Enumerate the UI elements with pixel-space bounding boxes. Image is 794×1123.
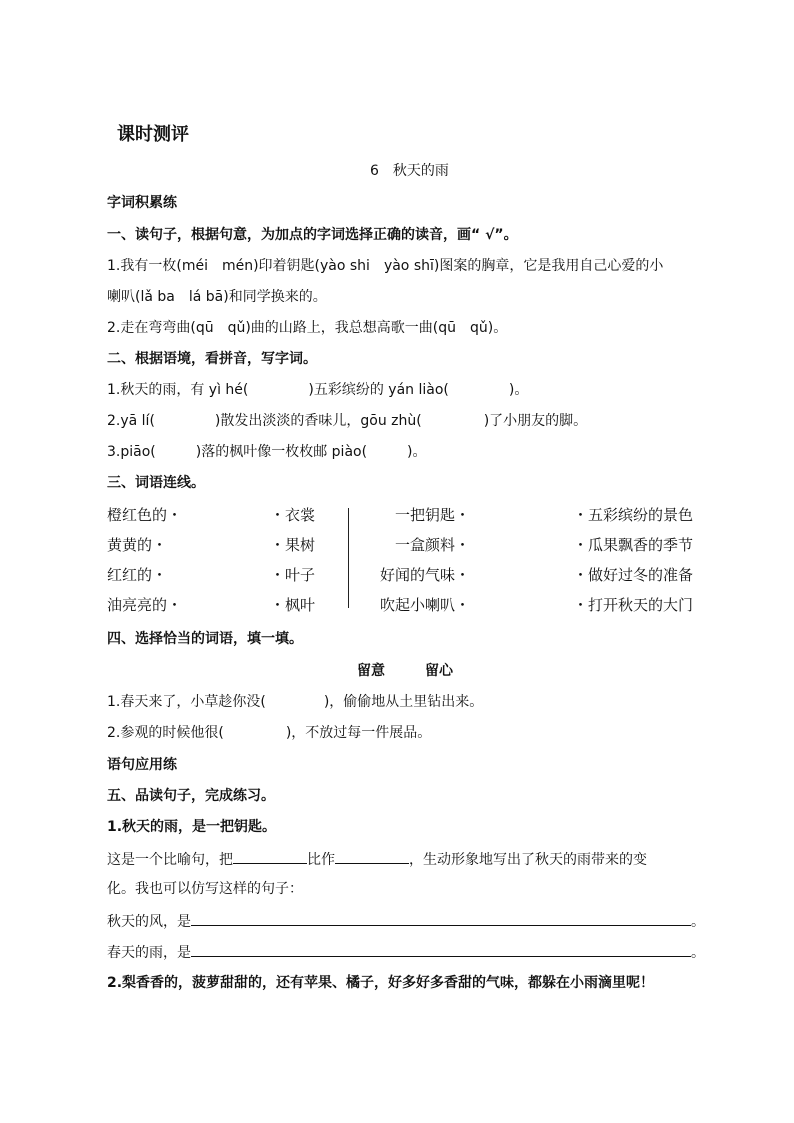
match-column-3 (378, 500, 470, 620)
q2-line1-text-a: 1.秋天的雨，有 yì hé( (107, 382, 249, 398)
match-item[interactable]: ・果树 (270, 536, 316, 554)
q4-item2-text-b: )，不放过每一件展品。 (285, 725, 432, 741)
match-column-1 (107, 500, 182, 620)
q1-heading: 一、读句子，根据句意，为加点的字词选择正确的读音，画“ √”。 (107, 227, 518, 243)
q3-heading: 三、词语连线。 (107, 475, 205, 491)
answer-blank[interactable] (233, 847, 307, 864)
match-item[interactable]: 好闻的气味・ (379, 566, 470, 584)
q5-imitate2 (107, 940, 705, 964)
period: 。 (691, 914, 705, 930)
q4-item1-text-b: )，偷偷地从土里钻出来。 (323, 694, 484, 710)
q1-item1-line2: 喇叭(lǎ ba lá bā)和同学换来的。 (107, 289, 327, 305)
match-item[interactable]: ・五彩缤纷的景色 (573, 506, 694, 524)
match-item[interactable]: 红红的・ (107, 566, 168, 584)
match-item[interactable]: ・打开秋天的大门 (573, 596, 694, 614)
q4-item1-text-a: 1.春天来了，小草趁你没( (107, 694, 266, 710)
q2-line2-text-a: 2.yā lí( (107, 413, 155, 429)
q1-item1-line1: 1.我有一枚(méi mén)印着钥匙(yào shi yào shī)图案的胸章，它是我用自己心爱的小 (107, 258, 664, 274)
match-item[interactable]: 一盒颜料・ (394, 536, 470, 554)
match-item[interactable]: ・叶子 (270, 566, 316, 584)
q5-imitate1 (107, 909, 705, 933)
q5-heading: 五、品读句子，完成练习。 (107, 788, 275, 804)
word-option: 留意 (357, 663, 385, 679)
match-item[interactable]: ・衣裳 (270, 506, 316, 524)
q2-line1 (107, 379, 528, 401)
period: 。 (691, 945, 705, 961)
q2-line3-text-a: 3.piāo( (107, 444, 156, 460)
document-title: 课时测评 (117, 124, 189, 145)
q2-line2 (107, 410, 587, 432)
q5-item1: 1.秋天的雨，是一把钥匙。 (107, 819, 277, 835)
q2-line1-text-c: )。 (508, 382, 529, 398)
q4-item1 (107, 691, 483, 713)
word-option: 留心 (425, 663, 453, 679)
match-item[interactable]: 油亮亮的・ (107, 596, 183, 614)
match-item[interactable]: ・枫叶 (270, 596, 316, 614)
section-vocab-heading: 字词积累练 (107, 195, 177, 211)
q2-line2-text-b: )散发出淡淡的香味儿，gōu zhù( (214, 413, 422, 429)
q5-imitate2-label: 春天的雨，是 (107, 945, 191, 961)
q5-imitate1-label: 秋天的风，是 (107, 914, 191, 930)
q5-explain-line1 (107, 847, 647, 871)
q5-explain-text-c: ，生动形象地写出了秋天的雨带来的变 (409, 852, 647, 868)
word-options (357, 660, 493, 682)
match-column-2 (270, 500, 315, 620)
section-sentence-heading: 语句应用练 (107, 757, 177, 773)
match-item[interactable]: 黄黄的・ (107, 536, 168, 554)
match-item[interactable]: 一把钥匙・ (394, 506, 470, 524)
q2-line3-text-c: )。 (407, 444, 427, 460)
answer-blank[interactable] (191, 940, 691, 957)
q2-heading: 二、根据语境，看拼音，写字词。 (107, 351, 317, 367)
match-column-4 (573, 500, 693, 620)
q5-explain-line2: 化。我也可以仿写这样的句子： (107, 881, 303, 897)
q5-item2: 2.梨香香的，菠萝甜甜的，还有苹果、橘子，好多好多香甜的气味，都躲在小雨滴里呢！ (107, 975, 655, 991)
answer-blank[interactable] (191, 909, 691, 926)
match-item[interactable]: ・瓜果飘香的季节 (573, 536, 694, 554)
match-item[interactable]: 橙红色的・ (107, 506, 183, 524)
q2-line3-text-b: )落的枫叶像一枚枚邮 piào( (195, 444, 368, 460)
q2-line1-text-b: )五彩缤纷的 yán liào( (308, 382, 449, 398)
q1-item2: 2.走在弯弯曲(qū qǔ)曲的山路上，我总想高歌一曲(qū qǔ)。 (107, 320, 508, 336)
q5-explain-text-b: 比作 (307, 852, 335, 868)
q4-item2-text-a: 2.参观的时候他很( (107, 725, 224, 741)
q2-line3 (107, 441, 427, 463)
lesson-title: 6 秋天的雨 (370, 163, 449, 179)
q4-heading: 四、选择恰当的词语，填一填。 (107, 631, 303, 647)
match-item[interactable]: 吹起小喇叭・ (379, 596, 470, 614)
q2-line2-text-c: )了小朋友的脚。 (483, 413, 588, 429)
q5-explain-text-a: 这是一个比喻句，把 (107, 852, 233, 868)
column-divider (348, 508, 349, 608)
q4-item2 (107, 722, 431, 744)
match-item[interactable]: ・做好过冬的准备 (573, 566, 694, 584)
answer-blank[interactable] (335, 847, 409, 864)
